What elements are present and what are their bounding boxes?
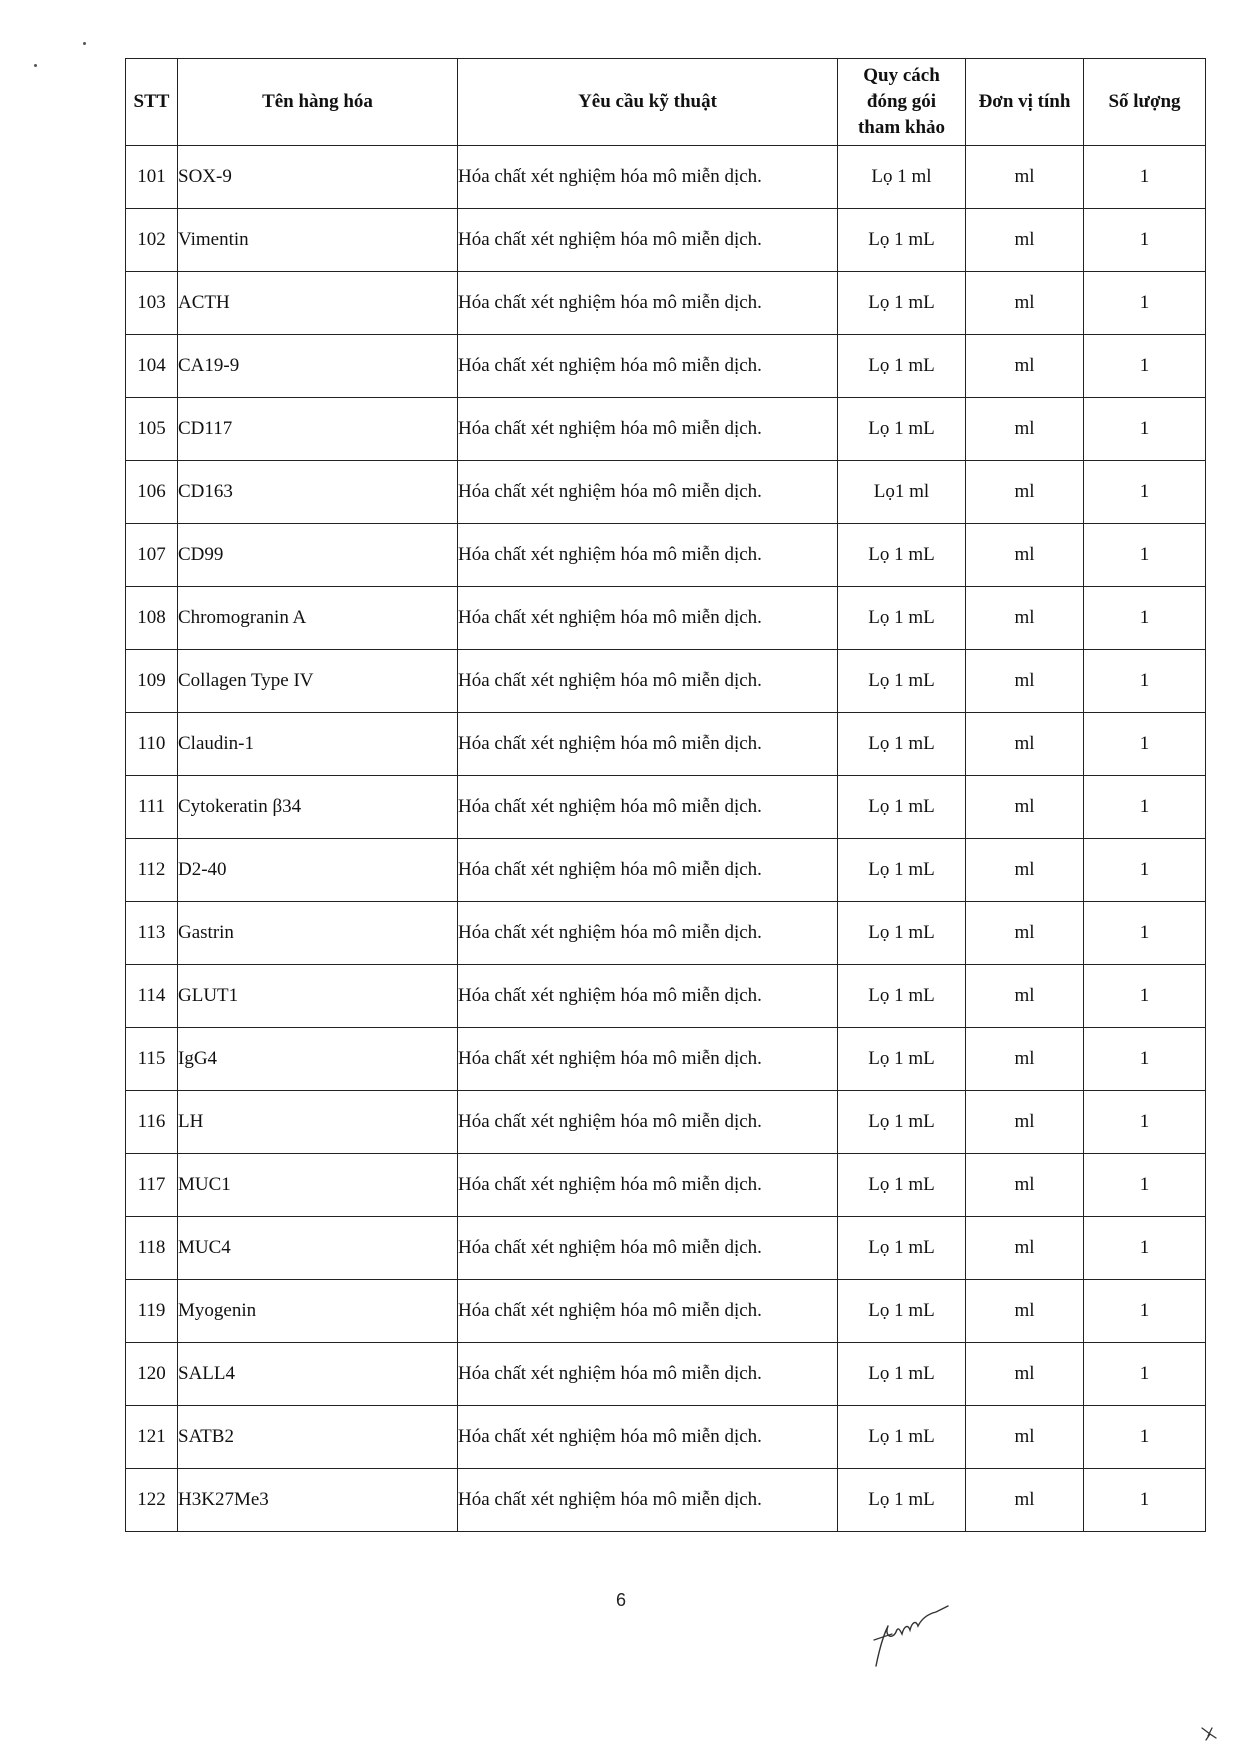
cell-spec: Hóa chất xét nghiệm hóa mô miễn dịch. [458,1343,838,1406]
cell-qty: 1 [1084,335,1206,398]
cell-unit: ml [966,839,1084,902]
header-pack-line1: Quy cách [863,65,940,86]
cell-stt: 121 [126,1406,178,1469]
cell-name: CD117 [178,398,458,461]
cell-spec: Hóa chất xét nghiệm hóa mô miễn dịch. [458,398,838,461]
cell-spec: Hóa chất xét nghiệm hóa mô miễn dịch. [458,587,838,650]
cell-stt: 105 [126,398,178,461]
cell-stt: 119 [126,1280,178,1343]
cell-name: D2-40 [178,839,458,902]
table-row [126,839,1206,902]
cell-unit: ml [966,272,1084,335]
cell-pack: Lọ 1 mL [838,1154,966,1217]
cell-qty: 1 [1084,272,1206,335]
cell-pack: Lọ 1 mL [838,587,966,650]
cell-spec: Hóa chất xét nghiệm hóa mô miễn dịch. [458,209,838,272]
cell-qty: 1 [1084,776,1206,839]
table-row [126,713,1206,776]
table-row [126,1280,1206,1343]
cell-qty: 1 [1084,713,1206,776]
cell-name: MUC4 [178,1217,458,1280]
table-row [126,902,1206,965]
cell-name: Claudin-1 [178,713,458,776]
cell-spec: Hóa chất xét nghiệm hóa mô miễn dịch. [458,776,838,839]
table-row [126,335,1206,398]
cell-unit: ml [966,650,1084,713]
cell-qty: 1 [1084,1343,1206,1406]
table-row [126,1469,1206,1532]
cell-pack: Lọ 1 ml [838,146,966,209]
cell-pack: Lọ 1 mL [838,650,966,713]
cell-qty: 1 [1084,461,1206,524]
cell-qty: 1 [1084,839,1206,902]
cell-spec: Hóa chất xét nghiệm hóa mô miễn dịch. [458,335,838,398]
cell-stt: 107 [126,524,178,587]
cell-name: SATB2 [178,1406,458,1469]
header-name: Tên hàng hóa [178,59,458,146]
table-row [126,650,1206,713]
cell-stt: 108 [126,587,178,650]
cell-name: SOX-9 [178,146,458,209]
cell-unit: ml [966,461,1084,524]
cell-unit: ml [966,713,1084,776]
cell-spec: Hóa chất xét nghiệm hóa mô miễn dịch. [458,272,838,335]
cell-stt: 114 [126,965,178,1028]
cell-unit: ml [966,1406,1084,1469]
table-row [126,461,1206,524]
cell-pack: Lọ 1 mL [838,524,966,587]
header-spec: Yêu cầu kỹ thuật [458,59,838,146]
cell-name: SALL4 [178,1343,458,1406]
cell-qty: 1 [1084,398,1206,461]
cell-pack: Lọ 1 mL [838,272,966,335]
cell-stt: 104 [126,335,178,398]
cell-pack: Lọ 1 mL [838,398,966,461]
cell-qty: 1 [1084,1154,1206,1217]
cell-name: CD99 [178,524,458,587]
table-row [126,1028,1206,1091]
cell-pack: Lọ 1 mL [838,965,966,1028]
table-row [126,146,1206,209]
table-row [126,1217,1206,1280]
cell-spec: Hóa chất xét nghiệm hóa mô miễn dịch. [458,1280,838,1343]
cell-spec: Hóa chất xét nghiệm hóa mô miễn dịch. [458,839,838,902]
cell-unit: ml [966,1091,1084,1154]
cell-spec: Hóa chất xét nghiệm hóa mô miễn dịch. [458,1406,838,1469]
scan-speck [34,64,37,67]
cell-unit: ml [966,776,1084,839]
cell-stt: 118 [126,1217,178,1280]
corner-scan-mark-icon [1198,1722,1220,1744]
cell-name: IgG4 [178,1028,458,1091]
cell-stt: 106 [126,461,178,524]
cell-unit: ml [966,398,1084,461]
cell-qty: 1 [1084,965,1206,1028]
cell-unit: ml [966,1343,1084,1406]
cell-unit: ml [966,902,1084,965]
cell-name: H3K27Me3 [178,1469,458,1532]
cell-spec: Hóa chất xét nghiệm hóa mô miễn dịch. [458,965,838,1028]
cell-name: GLUT1 [178,965,458,1028]
cell-qty: 1 [1084,902,1206,965]
cell-stt: 113 [126,902,178,965]
cell-name: Chromogranin A [178,587,458,650]
cell-stt: 109 [126,650,178,713]
cell-spec: Hóa chất xét nghiệm hóa mô miễn dịch. [458,902,838,965]
cell-pack: Lọ 1 mL [838,1217,966,1280]
header-pack-line3: tham khảo [857,117,946,138]
cell-pack: Lọ 1 mL [838,1280,966,1343]
table-row [126,1406,1206,1469]
table-row [126,587,1206,650]
cell-pack: Lọ 1 mL [838,1091,966,1154]
cell-qty: 1 [1084,146,1206,209]
cell-unit: ml [966,146,1084,209]
cell-unit: ml [966,587,1084,650]
cell-name: ACTH [178,272,458,335]
cell-stt: 116 [126,1091,178,1154]
cell-unit: ml [966,1217,1084,1280]
table-header-row [126,59,1206,146]
cell-name: Gastrin [178,902,458,965]
cell-spec: Hóa chất xét nghiệm hóa mô miễn dịch. [458,1217,838,1280]
cell-qty: 1 [1084,1280,1206,1343]
cell-qty: 1 [1084,587,1206,650]
cell-spec: Hóa chất xét nghiệm hóa mô miễn dịch. [458,650,838,713]
table-row [126,1154,1206,1217]
cell-unit: ml [966,1469,1084,1532]
scan-speck [83,42,86,45]
cell-name: Vimentin [178,209,458,272]
cell-name: CD163 [178,461,458,524]
cell-stt: 101 [126,146,178,209]
table-body [126,146,1206,1532]
cell-spec: Hóa chất xét nghiệm hóa mô miễn dịch. [458,524,838,587]
cell-qty: 1 [1084,1028,1206,1091]
cell-stt: 103 [126,272,178,335]
table-row [126,1343,1206,1406]
cell-stt: 112 [126,839,178,902]
cell-spec: Hóa chất xét nghiệm hóa mô miễn dịch. [458,1154,838,1217]
table-row [126,776,1206,839]
cell-pack: Lọ 1 mL [838,335,966,398]
cell-pack: Lọ 1 mL [838,209,966,272]
cell-pack: Lọ 1 mL [838,1343,966,1406]
cell-stt: 111 [126,776,178,839]
cell-name: LH [178,1091,458,1154]
cell-stt: 122 [126,1469,178,1532]
cell-pack: Lọ 1 mL [838,713,966,776]
cell-qty: 1 [1084,1406,1206,1469]
cell-name: Collagen Type IV [178,650,458,713]
cell-pack: Lọ1 ml [838,461,966,524]
cell-name: CA19-9 [178,335,458,398]
cell-name: Cytokeratin β34 [178,776,458,839]
cell-qty: 1 [1084,1469,1206,1532]
cell-spec: Hóa chất xét nghiệm hóa mô miễn dịch. [458,146,838,209]
cell-pack: Lọ 1 mL [838,1469,966,1532]
cell-qty: 1 [1084,1217,1206,1280]
handwritten-signature [870,1596,950,1676]
cell-stt: 110 [126,713,178,776]
cell-unit: ml [966,524,1084,587]
header-pack-line2: đóng gói [866,91,937,112]
cell-spec: Hóa chất xét nghiệm hóa mô miễn dịch. [458,1028,838,1091]
table-row [126,209,1206,272]
cell-stt: 115 [126,1028,178,1091]
cell-unit: ml [966,209,1084,272]
table-row [126,272,1206,335]
table-row [126,965,1206,1028]
header-unit: Đơn vị tính [966,59,1084,146]
items-table [125,58,1206,1532]
table-row [126,524,1206,587]
cell-pack: Lọ 1 mL [838,1028,966,1091]
cell-unit: ml [966,335,1084,398]
cell-spec: Hóa chất xét nghiệm hóa mô miễn dịch. [458,461,838,524]
cell-pack: Lọ 1 mL [838,1406,966,1469]
cell-unit: ml [966,965,1084,1028]
cell-unit: ml [966,1154,1084,1217]
page-number: 6 [615,1590,626,1610]
header-qty: Số lượng [1084,59,1206,146]
table-row [126,1091,1206,1154]
cell-spec: Hóa chất xét nghiệm hóa mô miễn dịch. [458,713,838,776]
cell-stt: 117 [126,1154,178,1217]
cell-name: Myogenin [178,1280,458,1343]
header-pack [838,59,966,146]
cell-name: MUC1 [178,1154,458,1217]
cell-qty: 1 [1084,650,1206,713]
cell-qty: 1 [1084,524,1206,587]
cell-unit: ml [966,1028,1084,1091]
cell-qty: 1 [1084,1091,1206,1154]
cell-unit: ml [966,1280,1084,1343]
cell-spec: Hóa chất xét nghiệm hóa mô miễn dịch. [458,1469,838,1532]
table-row [126,398,1206,461]
cell-pack: Lọ 1 mL [838,776,966,839]
cell-spec: Hóa chất xét nghiệm hóa mô miễn dịch. [458,1091,838,1154]
header-stt: STT [126,59,178,146]
cell-qty: 1 [1084,209,1206,272]
cell-stt: 120 [126,1343,178,1406]
cell-pack: Lọ 1 mL [838,902,966,965]
cell-stt: 102 [126,209,178,272]
cell-pack: Lọ 1 mL [838,839,966,902]
